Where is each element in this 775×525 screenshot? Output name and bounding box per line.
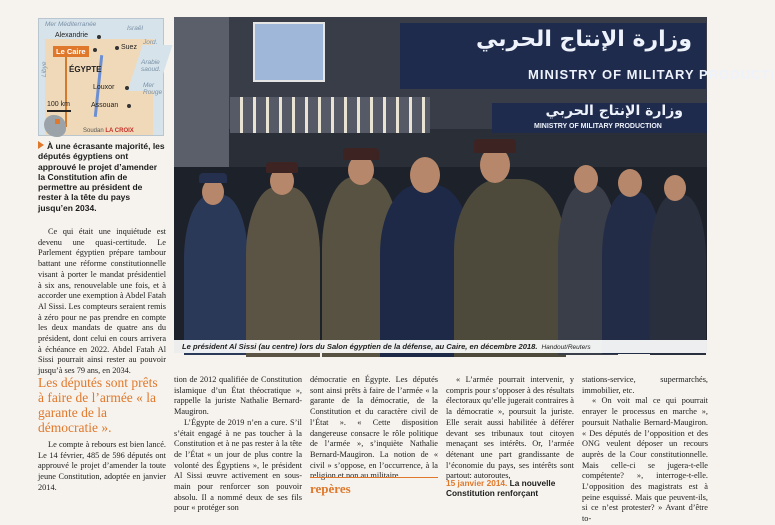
timeline-entry xyxy=(446,478,574,498)
lead-paragraph: Ce qui était une inquiétude est devenu une quasi-certitude. Le Parlement égyptien prépare tambour battant une réforme constitutionnelle visant à porter le mandat présidentiel à six ans, renouvelable une fois, et à accorder une exemption à Abdel Fatah Al Sissi. Les compteurs seraient remis à zéro pour ne pas prendre en compte les deux mandats de quatre ans du président, dont celui en cours arrivera à échéance en 2022. Abdel Fatah Al Sissi pourrait ainsi rester au pouvoir jusqu’à ses 79 ans, en 2034. xyxy=(38,227,166,376)
photo-ceiling-lights xyxy=(230,97,430,133)
body-column-1 xyxy=(174,375,302,514)
figure-civilian xyxy=(650,195,706,355)
figure-cap xyxy=(199,173,227,183)
body-paragraph: démocratie en Égypte. Les députés sont ainsi prêts à faire de l’armée « la garante de la démocratie, de la Constitution et du caractère civil de l’État ». « Cette disposition dangereuse consacre le rôle politique de l’armée », s’inquiète Nathalie Bernard-Maugiron. La notion de « civil » s’oppose, en l’occurrence, à la religion et non au militaire. xyxy=(310,375,438,481)
figure-cap xyxy=(343,148,379,160)
sign2-arabic-text: وزارة الإنتاج الحربي xyxy=(545,103,683,119)
figure-cap xyxy=(474,139,516,153)
body-paragraph: stations-service, supermarchés, immobilier, etc. xyxy=(582,375,708,395)
map-label-mer-rouge: Mer Rouge xyxy=(143,82,163,96)
map-label-libye: Libye xyxy=(41,61,48,77)
photo-caption xyxy=(174,340,707,353)
map-dot-suez xyxy=(115,46,119,50)
map-label-arabie: Arabie saoud. xyxy=(141,59,161,73)
map-label-alexandrie: Alexandrie xyxy=(55,32,89,39)
figure-cap xyxy=(266,162,298,173)
figure-officer-right xyxy=(454,179,566,357)
body-paragraph: L’Égypte de 2019 n’en a cure. S’il s’était engagé à ne pas toucher à la Constitution et à ne pas rester à la tête de l’État « un jour de plus contre la volonté des Égyptiens », le président Al Sissi œuvre activement en sous-main pour renforcer son pouvoir absolu. Il a nommé deux de ses fils pour « protéger son xyxy=(174,417,302,513)
figure-head xyxy=(574,165,598,193)
africa-inset-marker xyxy=(55,119,60,124)
map-credit xyxy=(83,128,134,134)
body-column-4 xyxy=(582,375,708,525)
map-scale-label: 100 km xyxy=(47,101,70,108)
section-subhead: Les députés sont prêts à faire de l’armée « la garante de la démocratie ». xyxy=(38,375,158,435)
map-dot-louxor xyxy=(125,86,129,90)
map-label-assouan: Assouan xyxy=(91,102,119,109)
figure-head xyxy=(618,169,642,197)
article-summary xyxy=(38,141,166,213)
body-paragraph: « On voit mal ce qui pourrait enrayer le processus en marche », poursuit Nathalie Bernard-Maugiron. « Des députés de l’opposition et des ONG veulent déposer un recours auprès de la Cour constitutionnelle. Mais celle-ci se jugera-t-elle compétente? », interroge-t-elle. L’opposition des magistrats est à peine esquissé. Mais que peuvent-ils, si ce n’est protester? » Avant d’être to- xyxy=(582,396,708,524)
banner-english-text: MINISTRY OF MILITARY PRODUCTI xyxy=(528,67,775,82)
map-scale-bar xyxy=(47,110,71,112)
map-label-louxor: Louxor xyxy=(93,84,115,91)
timeline-date: 15 janvier 2014. xyxy=(446,478,508,488)
map-label-israel: Israël xyxy=(127,25,143,32)
banner-arabic-text: وزارة الإنتاج الحربي xyxy=(476,27,692,52)
photo-secondary-sign xyxy=(492,103,707,133)
summary-text: À une écrasante majorité, les députés égyptiens ont approuvé le projet d’amender la Constitution afin de permettre au président de rester à la tête du pays jusqu’en 2034. xyxy=(38,141,165,213)
left-column-paragraph: Le compte à rebours est bien lancé. Le 14 février, 485 de 596 députés ont approuvé le projet d’amender la toute jeune Constitution, adoptée en janvier 2014. xyxy=(38,440,166,492)
body-column-2 xyxy=(310,375,438,482)
body-column-3 xyxy=(446,375,574,482)
body-paragraph: « L’armée pourrait intervenir, y compris pour s’opposer à des résultats électoraux qu’elle jugerait contraires à la démocratie », poursuit la juriste. Elle serait aussi habilitée à déférer devant ses tribunaux tout citoyen menaçant ses intérêts. Or, l’armée détenant une part grandissante de l’économie du pays, ses intérêts sont partout: autoroutes, xyxy=(446,375,574,481)
body-paragraph: tion de 2012 qualifiée de Constitution islamique d’un État théocratique », rappelle la juriste Nathalie Bernard-Maugiron. xyxy=(174,375,302,417)
figure-officer-blue xyxy=(184,195,248,355)
figure-head xyxy=(410,157,440,193)
map-dot-le-caire xyxy=(93,48,97,52)
sign2-english-text: MINISTRY OF MILITARY PRODUCTION xyxy=(534,123,662,130)
news-photo xyxy=(174,17,775,353)
map-dot-assouan xyxy=(127,104,131,108)
map-label-egypte: ÉGYPTE xyxy=(69,65,102,74)
photo-banner xyxy=(400,23,775,89)
figure-head xyxy=(664,175,686,201)
figure-officer-khaki xyxy=(246,187,320,357)
map-dot-alexandrie xyxy=(97,35,101,39)
photo-credit: Handout/Reuters xyxy=(541,344,591,351)
triangle-bullet-icon xyxy=(38,141,44,149)
photo-poster xyxy=(253,22,325,82)
map-credit-brand: LA CROIX xyxy=(105,128,134,134)
photo-caption-text: Le président Al Sissi (au centre) lors du Salon égyptien de la défense, au Caire, en décembre 2018. xyxy=(182,342,538,351)
map-label-suez: Suez xyxy=(121,44,137,51)
map-label-jordanie: Jord. xyxy=(143,39,158,46)
timeline-text: La nouvelle Constitution renforçant xyxy=(446,478,556,498)
map-label-sea-north: Mer Méditerranée xyxy=(45,21,97,28)
map-label-le-caire: Le Caire xyxy=(53,46,89,57)
map-label-soudan: Soudan xyxy=(83,128,104,134)
egypt-locator-map xyxy=(38,18,164,136)
reperes-box-title: repères xyxy=(310,477,438,500)
